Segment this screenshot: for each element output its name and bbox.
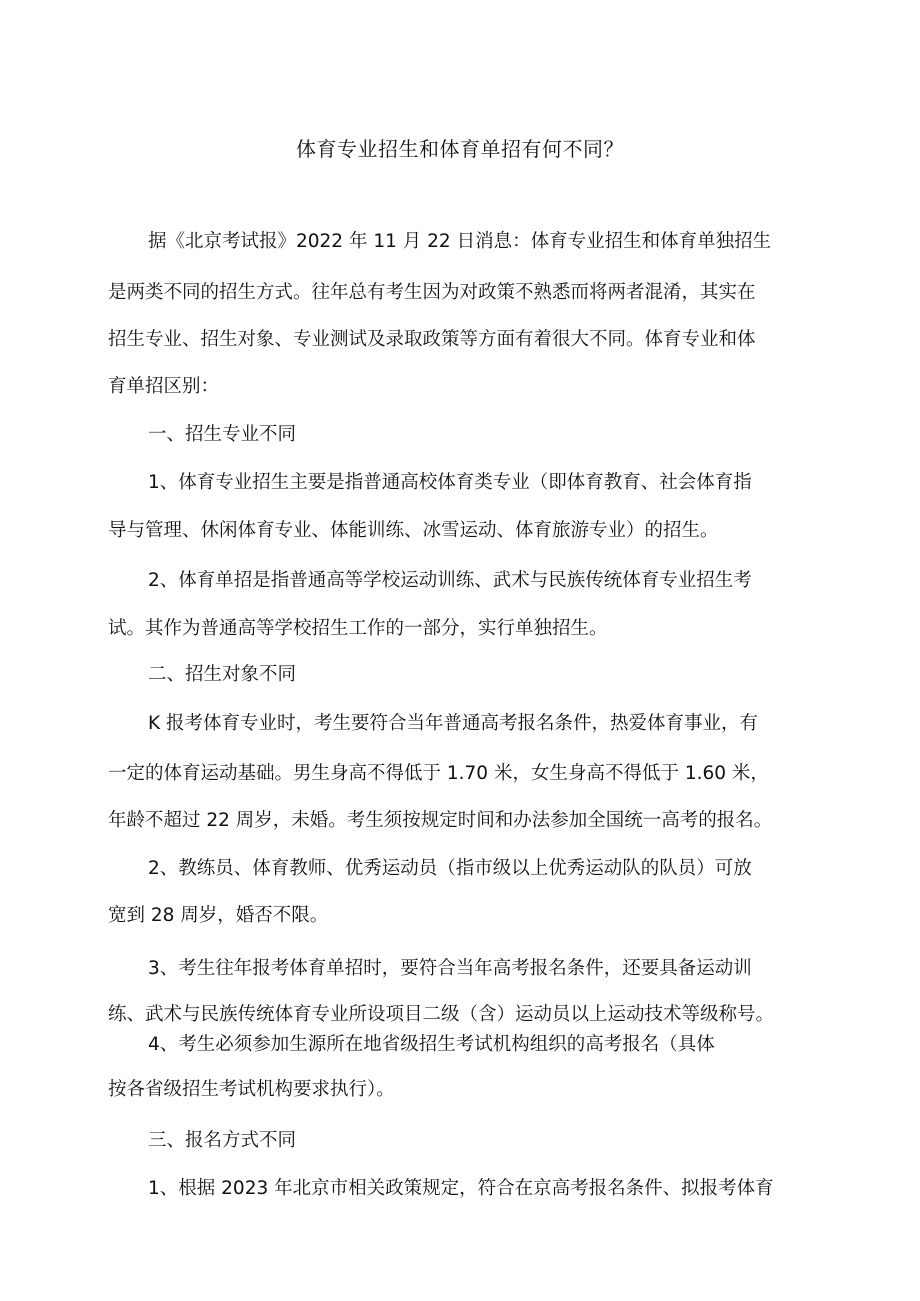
paragraph-line: 1、根据 2023 年北京市相关政策规定，符合在京高考报名条件、拟报考体育 [148, 1178, 774, 1199]
paragraph-line: 育单招区别： [108, 376, 220, 397]
section-heading: 三、报名方式不同 [148, 1130, 297, 1151]
paragraph-line: 据《北京考试报》2022 年 11 月 22 日消息：体育专业招生和体育单独招生 [148, 231, 772, 252]
paragraph-line: 年龄不超过 22 周岁，未婚。考生须按规定时间和办法参加全国统一高考的报名。 [108, 810, 773, 831]
paragraph-line: 4、考生必须参加生源所在地省级招生考试机构组织的高考报名（具体 [148, 1034, 715, 1055]
section-heading: 一、招生专业不同 [148, 424, 297, 445]
paragraph-line: 2、体育单招是指普通高等学校运动训练、武术与民族传统体育专业招生考 [148, 570, 752, 591]
paragraph-line: 练、武术与民族传统体育专业所设项目二级（含）运动员以上运动技术等级称号。 [108, 1004, 775, 1025]
paragraph-line: 1、体育专业招生主要是指普通高校体育类专业（即体育教育、社会体育指 [148, 472, 752, 493]
paragraph-line: K 报考体育专业时，考生要符合当年普通高考报名条件，热爱体育事业，有 [148, 713, 759, 734]
paragraph-line: 招生专业、招生对象、专业测试及录取政策等方面有着很大不同。体育专业和体 [108, 329, 756, 350]
paragraph-line: 试。其作为普通高等学校招生工作的一部分，实行单独招生。 [108, 618, 608, 639]
paragraph-line: 3、考生往年报考体育单招时，要符合当年高考报名条件，还要具备运动训 [148, 958, 752, 979]
paragraph-line: 按各省级招生考试机构要求执行）。 [108, 1079, 395, 1100]
paragraph-line: 导与管理、休闲体育专业、体能训练、冰雪运动、体育旅游专业）的招生。 [108, 520, 719, 541]
paragraph-line: 宽到 28 周岁，婚否不限。 [108, 905, 329, 926]
paragraph-line: 一定的体育运动基础。男生身高不得低于 1.70 米，女生身高不得低于 1.60 米， [108, 763, 769, 784]
paragraph-line: 是两类不同的招生方式。往年总有考生因为对政策不熟悉而将两者混淆，其实在 [108, 282, 756, 303]
section-heading: 二、招生对象不同 [148, 664, 297, 685]
paragraph-line: 2、教练员、体育教师、优秀运动员（指市级以上优秀运动队的队员）可放 [148, 858, 752, 879]
document-title: 体育专业招生和体育单招有何不同？ [296, 137, 624, 161]
